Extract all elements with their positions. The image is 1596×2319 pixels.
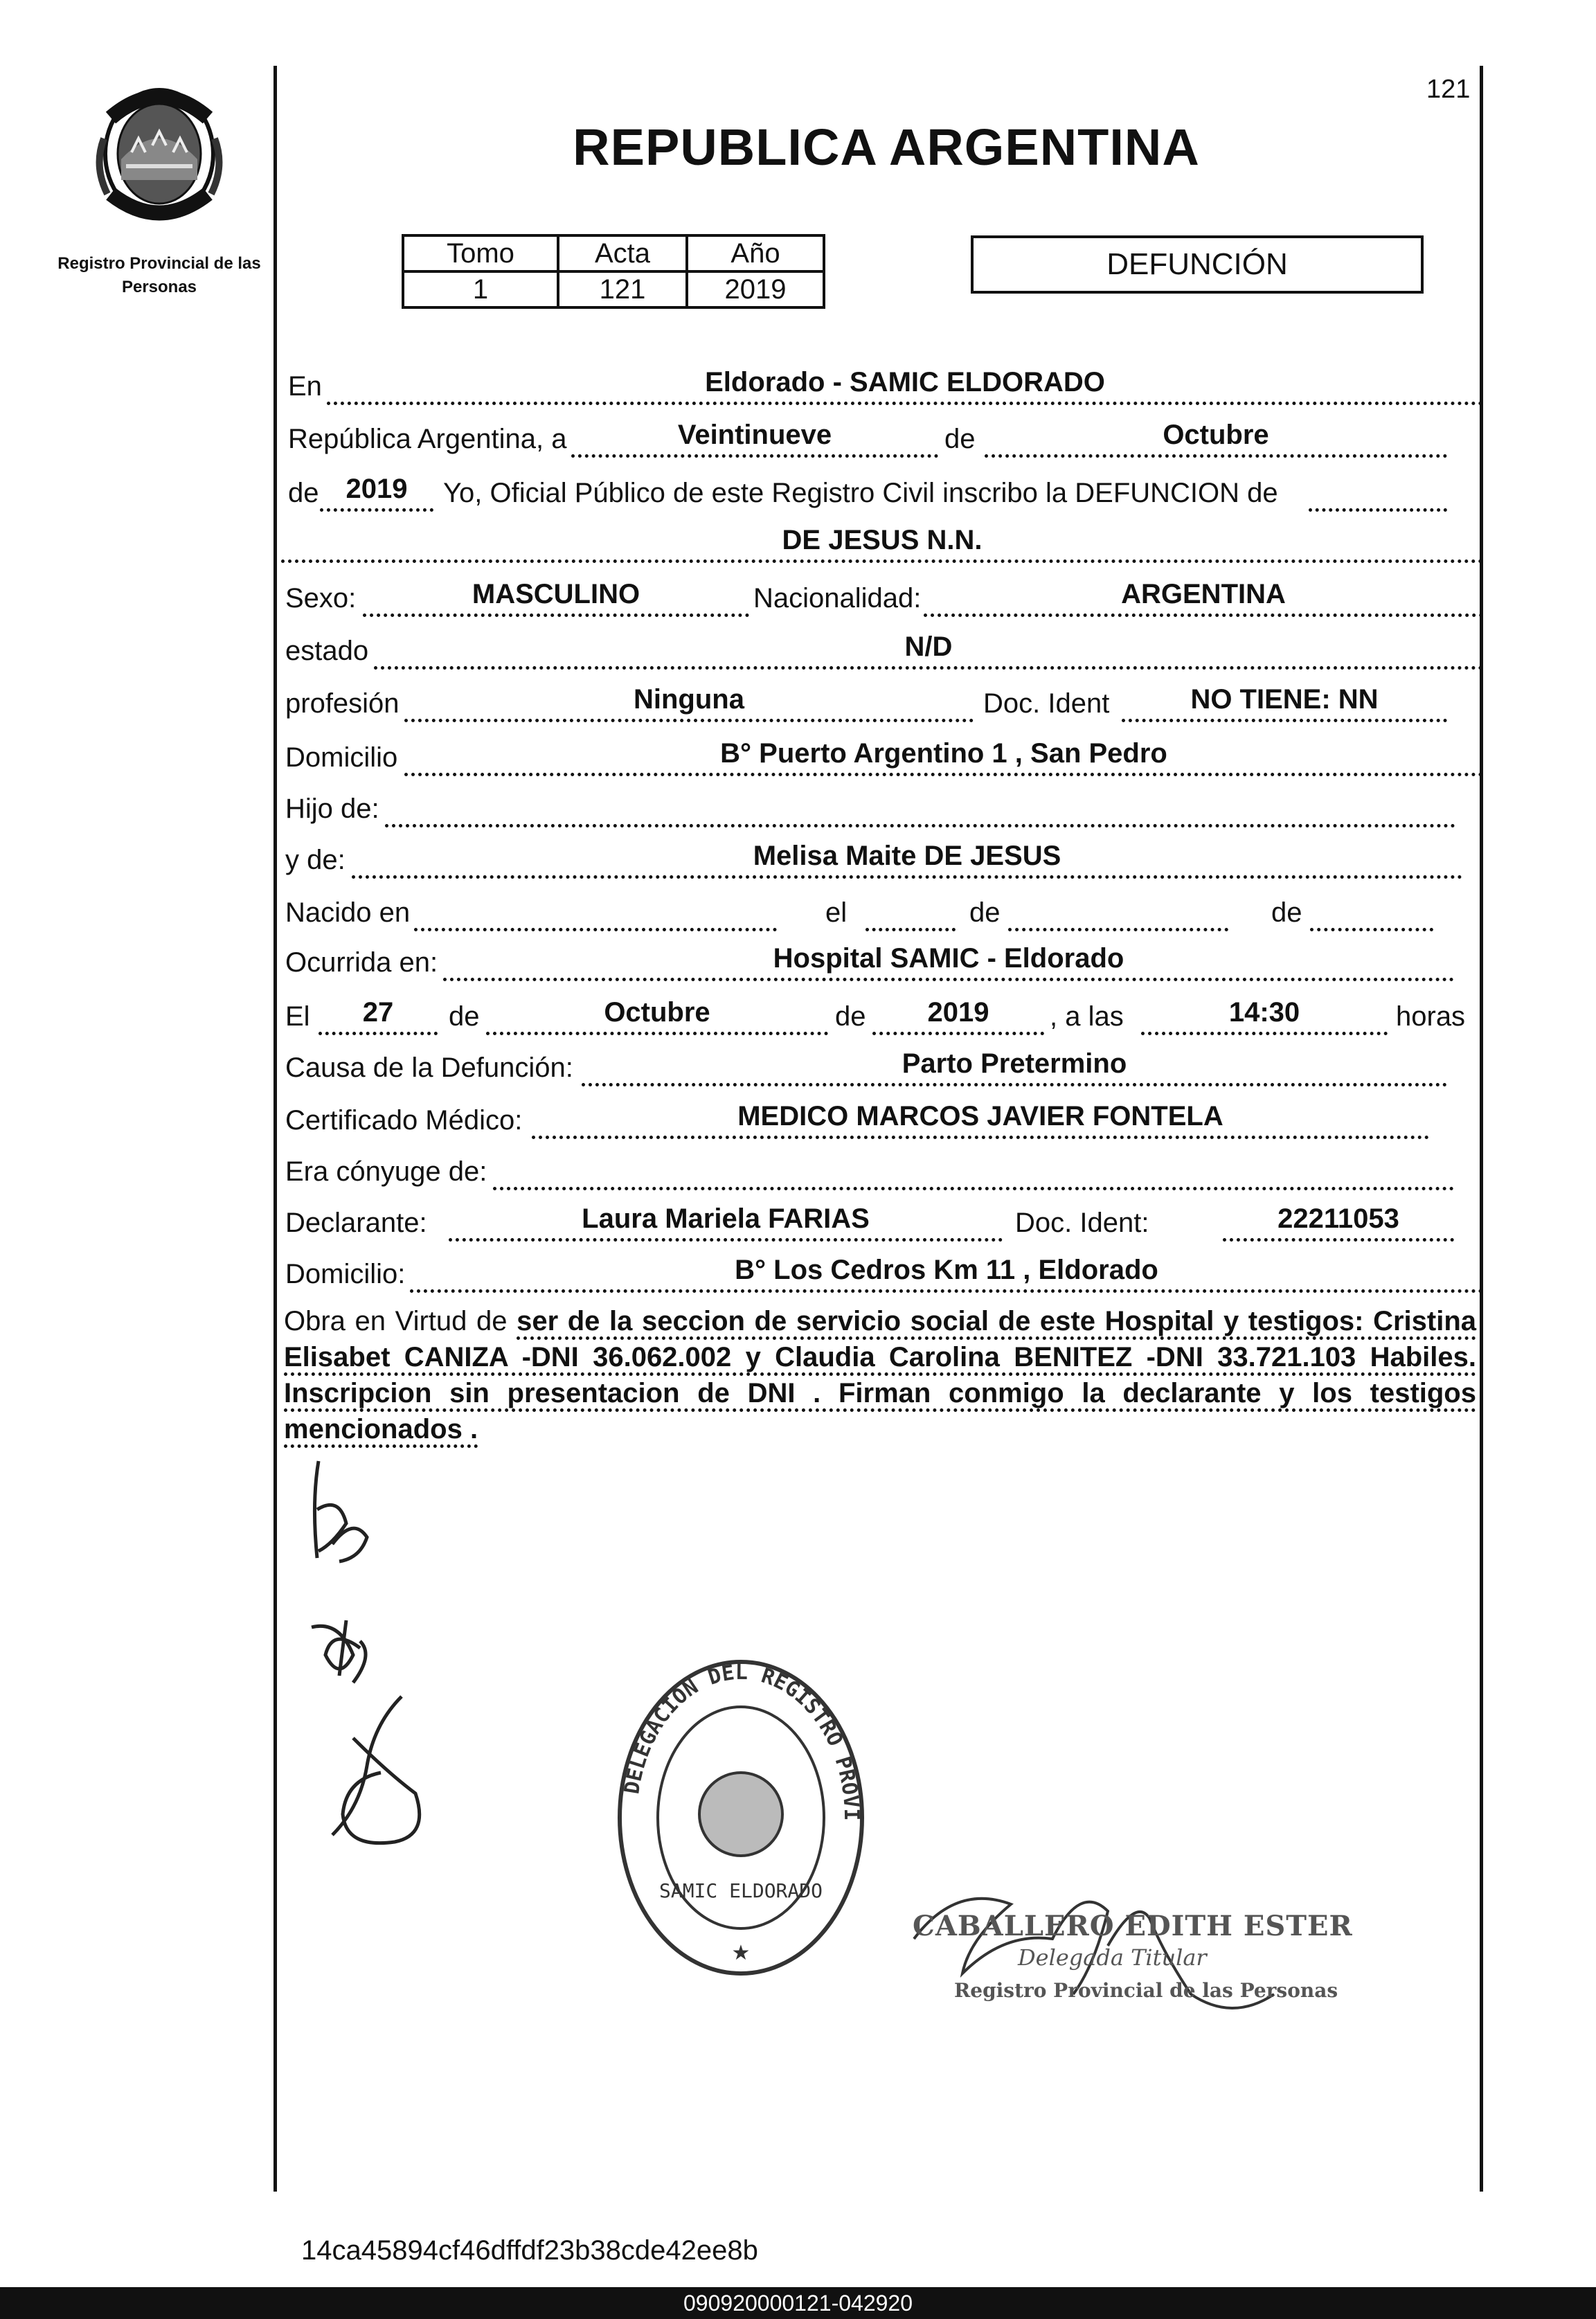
page-title: REPUBLICA ARGENTINA [573,118,1200,176]
el-de-label-2: de [835,1001,866,1032]
row-causa [285,1047,1483,1089]
decl-doc-label: Doc. Ident: [1015,1208,1149,1238]
nacionalidad-field: ARGENTINA [924,577,1483,617]
yde-label: y de: [285,845,346,875]
obra-text-1: ser de la seccion de servicio social de este Hospital y testigos: Cristina [517,1306,1476,1340]
estado-field: N/D [374,630,1483,670]
official-office: Registro Provincial de las Personas [954,1979,1338,2002]
stamp-center-text: SAMIC ELDORADO [658,1879,823,1902]
nacido-month-field [1008,892,1228,931]
certificado-label: Certificado Médico: [285,1105,523,1136]
sexo-label: Sexo: [285,583,357,614]
nacido-de-label-1: de [969,897,1001,928]
conyuge-label: Era cónyuge de: [285,1156,487,1187]
obra-line-1 [284,1303,1476,1339]
province-seal-logo [83,76,235,229]
domicilio-field: B° Puerto Argentino 1 , San Pedro [404,737,1483,776]
obra-text-3: Inscripcion sin presentacion de DNI . Firman conmigo la declarante y los testigos [284,1378,1476,1412]
day-word-field: Veintinueve [571,418,938,458]
el-year-field: 2019 [872,996,1044,1035]
oficial-text: Yo, Oficial Público de este Registro Civil inscribo la DEFUNCION de [443,478,1278,508]
row-ocurrida [285,942,1483,983]
ano-value: 2019 [687,271,824,307]
decl-domicilio-field: B° Los Cedros Km 11 , Eldorado [410,1253,1483,1293]
row-declarante [285,1202,1483,1244]
row-conyuge [285,1151,1483,1192]
acta-header: Acta [558,235,687,271]
barcode-text: 090920000121-042920 [683,2291,913,2316]
estado-label: estado [285,636,369,666]
obra-text-4: mencionados . [284,1414,478,1448]
nacido-place-field [414,892,777,931]
row-estado [285,630,1483,672]
row-sexo [285,577,1483,619]
nacionalidad-label: Nacionalidad: [753,583,922,614]
row-deceased-name [285,523,1483,565]
row-yde [285,839,1483,881]
el-de-label-1: de [449,1001,480,1032]
left-margin-line [274,66,277,2192]
causa-field: Parto Pretermino [582,1047,1447,1086]
row-decl-domicilio [285,1253,1483,1295]
tomo-value: 1 [403,271,558,307]
de-label-1: de [944,424,976,454]
oficial-trailing-field [1309,472,1447,512]
declarante-label: Declarante: [285,1208,427,1238]
nacido-year-field [1310,892,1433,931]
page-number: 121 [1426,75,1471,104]
alas-label: , a las [1050,1001,1124,1032]
certificado-field: MEDICO MARCOS JAVIER FONTELA [532,1100,1429,1139]
row-domicilio [285,737,1483,778]
deceased-name-field: DE JESUS N.N. [281,523,1483,563]
official-role: Delegada Titular [1018,1944,1207,1971]
el-label: El [285,1001,310,1032]
el-month-field: Octubre [486,996,828,1035]
yde-field: Melisa Maite DE JESUS [352,839,1462,879]
year-field: 2019 [320,472,433,512]
horas-label: horas [1396,1001,1466,1032]
ocurrida-label: Ocurrida en: [285,947,438,978]
el-day-field: 27 [319,996,438,1035]
domicilio-label: Domicilio [285,742,398,773]
obra-line-3 [284,1375,1476,1411]
ano-header: Año [687,235,824,271]
obra-label: Obra en Virtud de [284,1306,508,1336]
obra-paragraph [284,1303,1476,1447]
nacido-day-field [866,892,956,931]
obra-line-4 [284,1411,1476,1447]
declarante-field: Laura Mariela FARIAS [449,1202,1003,1242]
barcode-bar [0,2287,1596,2319]
doc-ident-label: Doc. Ident [983,688,1110,719]
row-nacido [285,892,1483,933]
registry-caption: Registro Provincial de las Personas [57,254,261,296]
month-word-field: Octubre [985,418,1447,458]
svg-text:★: ★ [731,1942,751,1964]
row-en [285,366,1483,407]
stamp-ring-text: DELEGACION DEL REGISTRO PROVI [620,1660,864,1821]
doc-ident-field: NO TIENE: NN [1122,683,1447,722]
causa-label: Causa de la Defunción: [285,1053,573,1083]
decl-doc-field: 22211053 [1223,1202,1454,1242]
record-type-box: DEFUNCIÓN [971,235,1424,294]
decl-domicilio-label: Domicilio: [285,1259,406,1289]
en-label: En [288,371,322,402]
ocurrida-field: Hospital SAMIC - Eldorado [443,942,1454,981]
declarant-signatures [291,1447,471,1877]
en-field: Eldorado - SAMIC ELDORADO [327,366,1483,405]
tomo-header: Tomo [403,235,558,271]
obra-text-2: Elisabet CANIZA -DNI 36.062.002 y Claudia Carolina BENITEZ -DNI 33.721.103 Habiles. [284,1342,1476,1376]
de-label-2: de [288,478,319,508]
obra-line-2 [284,1339,1476,1375]
profesion-field: Ninguna [404,683,974,722]
nacido-de-label-2: de [1271,897,1302,928]
row-hijo [285,788,1483,830]
profesion-label: profesión [285,688,400,719]
row-date [285,418,1483,460]
nacido-el-label: el [825,897,848,928]
row-profesion [285,683,1483,724]
conyuge-field [493,1151,1454,1190]
registry-table [402,234,825,309]
row-certificado [285,1100,1483,1141]
hijo-field [385,788,1455,827]
sexo-field: MASCULINO [363,577,749,617]
hijo-label: Hijo de: [285,794,379,824]
republica-label: República Argentina, a [288,424,567,454]
document-hash: 14ca45894cf46dffdf23b38cde42ee8b [301,2235,758,2266]
nacido-label: Nacido en [285,897,411,928]
official-name: CABALLERO EDITH ESTER [913,1910,1353,1942]
time-field: 14:30 [1141,996,1388,1035]
row-oficial [285,472,1483,514]
round-registry-stamp [609,1655,872,1980]
acta-value: 121 [558,271,687,307]
row-fecha-hora [285,996,1483,1037]
